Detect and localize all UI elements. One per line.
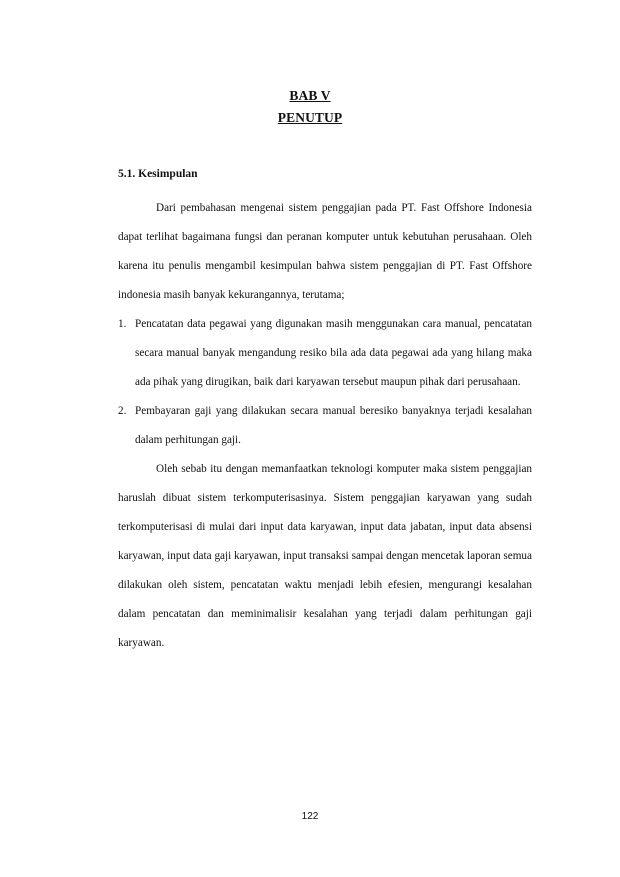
document-body [118,194,532,658]
chapter-title: PENUTUP [277,110,343,125]
list-item [118,310,532,397]
chapter-number: BAB V [289,88,331,103]
list-item-number: 2. [118,405,127,417]
closing-paragraph: Oleh sebab itu dengan memanfaatkan teknologi komputer maka sistem penggajian haruslah dibuat sistem terkomputerisasinya. Sistem penggajian karyawan yang sudah terkomputerisasi di mulai dari input data karyawan, input data jabatan, input data absensi karyawan, input data gaji karyawan, input transaksi sampai dengan mencetak laporan semua dilakukan oleh sistem, pencatatan waktu menjadi lebih efesien, mengurangi kesalahan dalam pencatatan dan meminimalisir kesalahan yang terjadi dalam perhitungan gaji karyawan. [118,463,532,649]
conclusion-list [118,310,532,455]
section-heading: 5.1. Kesimpulan [118,168,198,180]
list-item-text: Pembayaran gaji yang dilakukan secara manual beresiko banyaknya terjadi kesalahan dalam perhitungan gaji. [135,405,532,446]
page-number: 122 [301,811,319,822]
list-item-number: 1. [118,318,127,330]
intro-paragraph: Dari pembahasan mengenai sistem penggajian pada PT. Fast Offshore Indonesia dapat terlihat bagaimana fungsi dan peranan komputer untuk kebutuhan perusahaan. Oleh karena itu penulis mengambil kesimpulan bahwa sistem penggajian di PT. Fast Offshore indonesia masih banyak kekurangannya, terutama; [118,202,532,301]
list-item [118,397,532,455]
list-item-text: Pencatatan data pegawai yang digunakan masih menggunakan cara manual, pencatatan secara manual banyak mengandung resiko bila ada data pegawai ada yang hilang maka ada pihak yang dirugikan, baik dari karyawan tersebut maupun pihak dari perusahaan. [135,318,532,388]
